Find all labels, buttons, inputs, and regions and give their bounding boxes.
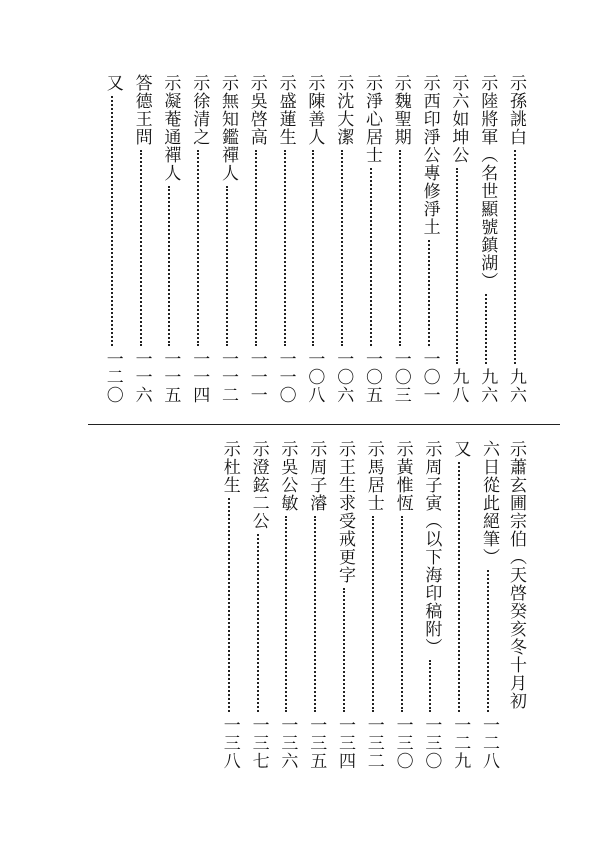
section-divider [88,424,560,425]
toc-entry [361,74,383,404]
dot-leader [372,516,376,712]
toc-entry [131,74,153,404]
toc-entry [305,440,327,770]
dot-leader [312,150,316,346]
dot-leader [456,168,460,364]
entry-title: 示王生求受戒更字 [335,440,355,584]
entry-title: 示吳啓高 [246,74,267,146]
dot-leader [257,534,261,712]
entry-title: 示吳公敏 [277,440,298,512]
dot-leader [370,168,374,346]
toc-entry [102,74,124,404]
toc-entry [276,440,298,770]
dot-leader [111,96,115,346]
page-number: 一三〇 [392,716,413,770]
toc-entry [505,74,527,404]
page-number: 一一六 [131,350,152,404]
page-number: 九六 [477,368,498,404]
toc-entry [332,74,354,404]
page-number: 一一〇 [275,350,296,404]
toc-entry [246,74,268,404]
page-number: 一〇一 [419,350,440,404]
dot-leader [487,570,491,712]
entry-title: 示杜生 [219,440,240,494]
dot-leader [285,516,289,712]
entry-title: 六日從此絕筆） [479,440,499,566]
page-number: 一三六 [277,716,298,770]
entry-title: 示徐清之 [189,74,210,146]
dot-leader [399,150,403,346]
toc-entry [419,74,441,404]
toc-entry [248,440,270,770]
entry-title: 示凝菴通禪人 [160,74,181,182]
page-number: 一三八 [219,716,240,770]
entry-title: 示馬居士 [363,440,384,512]
toc-entry [420,440,442,770]
entry-title: 示蕭玄圃宗伯（天啓癸亥冬十月初 [506,440,526,710]
toc-entry [188,74,210,404]
entry-title: 示六如坤公 [448,74,469,164]
page-number: 九六 [506,368,526,404]
page-number: 一二八 [479,716,499,770]
dot-leader [341,150,345,346]
dot-leader [458,462,462,712]
dot-leader [197,150,201,346]
entry-title: 又 [450,440,471,458]
page-number: 一一五 [160,350,181,404]
dot-leader [429,660,433,712]
page-number: 一〇三 [390,350,411,404]
dot-leader [401,516,405,712]
toc-entry [390,74,412,404]
page-number: 一二〇 [102,350,123,404]
dot-leader [228,498,232,712]
entry-title: 示黃惟恆 [392,440,413,512]
page-number: 一一二 [218,350,238,404]
toc-entry [392,440,414,770]
toc-entry [363,440,385,770]
toc-entry [275,74,297,404]
page-number: 一〇八 [304,350,325,404]
entry-title: 示陸將軍（名世顯號鎮湖） [477,74,498,290]
toc-entry [334,440,356,770]
dot-leader [485,294,489,364]
dot-leader [255,150,259,346]
entry-title: 示周子濬 [306,440,327,512]
page-number: 一一四 [189,350,210,404]
entry-title: 示沈大潔 [333,74,354,146]
entry-title: 答德王問 [131,74,152,146]
toc-entry-continued-title [505,440,527,720]
entry-title: 示澄鉉二公 [248,440,269,530]
entry-title: 示西印淨公專修淨土 [419,74,440,236]
entry-title: 示淨心居士 [362,74,382,164]
toc-entry [449,440,471,770]
toc-entry [478,440,500,770]
dot-leader [168,186,172,346]
dot-leader [428,240,432,346]
entry-title: 示周子寅（以下海印稿附） [421,440,442,656]
page-number: 九八 [448,368,469,404]
page-number: 一三〇 [421,716,442,770]
page-number: 一三七 [248,716,269,770]
entry-title: 示陳善人 [304,74,325,146]
dot-leader [314,516,318,712]
page-number: 一三五 [306,716,327,770]
dot-leader [514,150,518,364]
toc-entry [303,74,325,404]
entry-title: 示盛蓮生 [275,74,296,146]
page-number: 一〇六 [333,350,354,404]
page-number: 一〇五 [362,350,382,404]
toc-entry [447,74,469,404]
toc-entry [219,440,241,770]
dot-leader [343,588,347,712]
dot-leader [140,150,144,346]
page-number: 一一一 [246,350,267,404]
entry-title: 示魏聖期 [390,74,411,146]
toc-entry [217,74,239,404]
page-number: 一三四 [335,716,355,770]
page-number: 一二九 [450,716,471,770]
entry-title: 示孫誂白 [506,74,526,146]
entry-title: 又 [102,74,123,92]
toc-entry [159,74,181,404]
toc-entry [476,74,498,404]
dot-leader [284,150,288,346]
dot-leader [226,186,230,346]
entry-title: 示無知鑑禪人 [218,74,238,182]
page-number: 一三二 [363,716,384,770]
